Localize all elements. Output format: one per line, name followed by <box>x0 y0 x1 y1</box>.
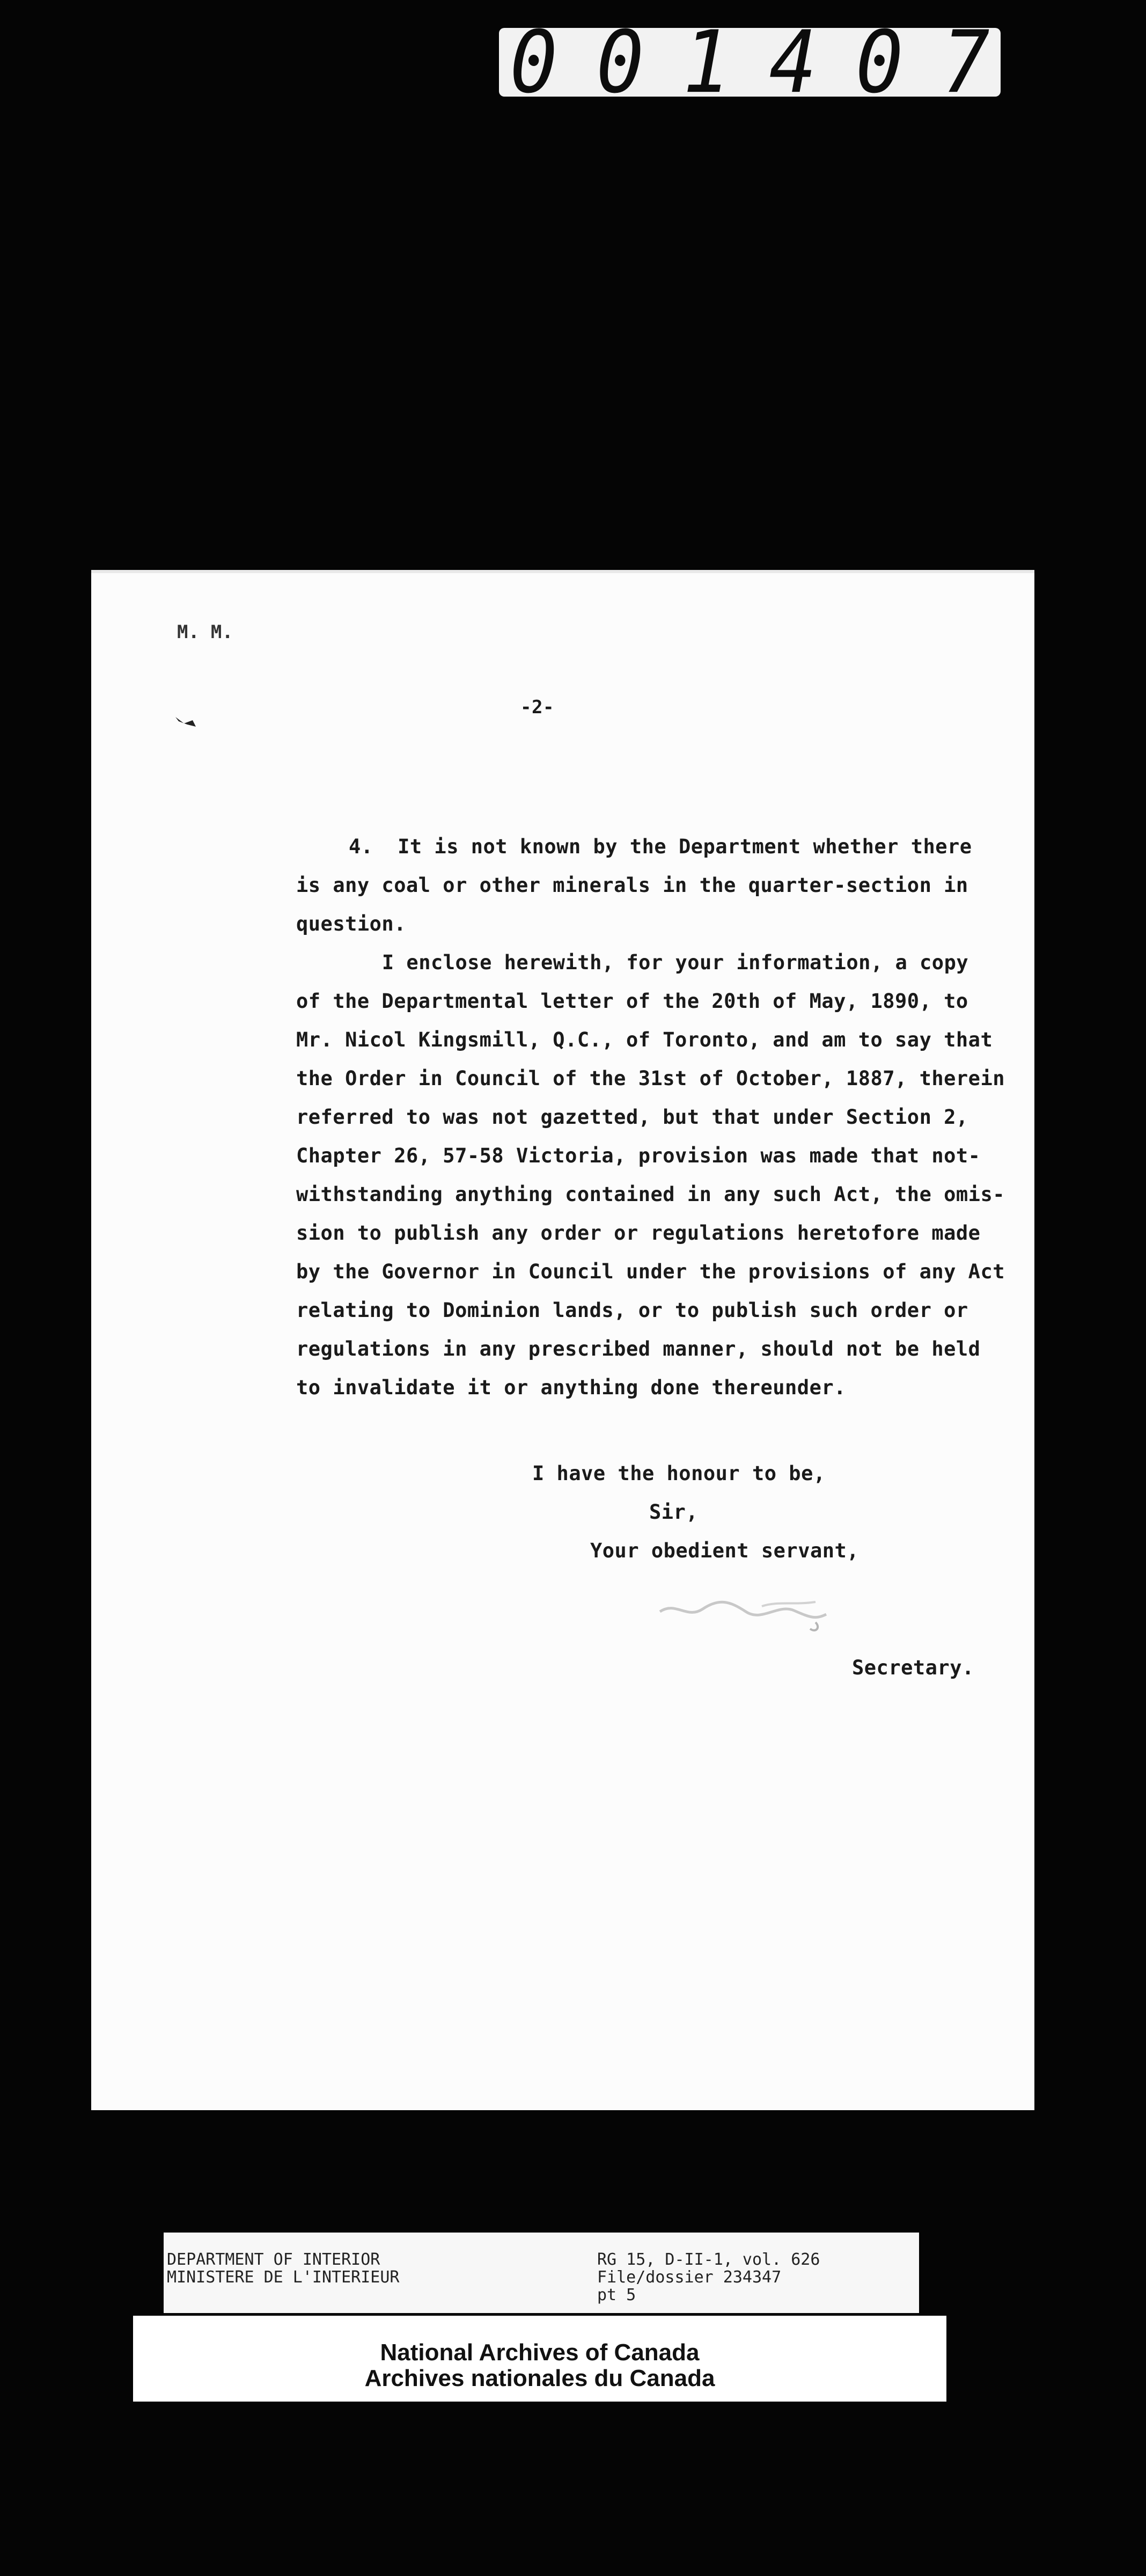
closing-line: I have the honour to be, <box>532 1462 826 1485</box>
body-line: sion to publish any order or regulations heretofore made <box>296 1221 981 1245</box>
archives-name-fr: Archives nationales du Canada <box>364 2365 715 2391</box>
faded-signature-icon <box>655 1590 832 1638</box>
reference-line: pt 5 <box>597 2286 636 2304</box>
body-line: withstanding anything contained in any such Act, the omis- <box>296 1183 1005 1206</box>
body-line: 4. It is not known by the Department whether there <box>349 835 972 858</box>
body-line: is any coal or other minerals in the quarter-section in <box>296 874 968 897</box>
body-line: to invalidate it or anything done thereunder. <box>296 1376 846 1399</box>
body-line: the Order in Council of the 31st of October, 1887, therein <box>296 1067 1005 1090</box>
signatory-title: Secretary. <box>852 1656 974 1679</box>
closing-line: Your obedient servant, <box>590 1539 860 1562</box>
department-fr: MINISTERE DE L'INTERIEUR <box>167 2268 400 2287</box>
page-number: -2- <box>520 697 554 718</box>
frame-number: 001407 <box>510 12 1029 112</box>
initials: M. M. <box>177 621 233 643</box>
body-line: by the Governor in Council under the provisions of any Act <box>296 1260 1005 1283</box>
ink-mark-icon <box>174 713 197 729</box>
body-line: Mr. Nicol Kingsmill, Q.C., of Toronto, and am to say that <box>296 1028 993 1051</box>
body-line: of the Departmental letter of the 20th of May, 1890, to <box>296 990 968 1013</box>
body-line: question. <box>296 912 406 935</box>
archives-label <box>133 2316 946 2402</box>
reference-strip <box>164 2233 919 2313</box>
body-line: Chapter 26, 57-58 Victoria, provision was made that not- <box>296 1144 981 1167</box>
letter-page <box>91 570 1034 2110</box>
body-line: referred to was not gazetted, but that under Section 2, <box>296 1106 968 1129</box>
reference-line: RG 15, D-II-1, vol. 626 <box>597 2250 820 2269</box>
body-line: relating to Dominion lands, or to publish such order or <box>296 1299 968 1322</box>
reference-line: File/dossier 234347 <box>597 2268 782 2287</box>
body-line: I enclose herewith, for your information, a copy <box>321 951 969 974</box>
department-en: DEPARTMENT OF INTERIOR <box>167 2250 380 2269</box>
frame-number-label <box>499 12 1029 112</box>
closing-salutation: Sir, <box>649 1501 699 1524</box>
body-line: regulations in any prescribed manner, should not be held <box>296 1337 981 1360</box>
archives-name-en: National Archives of Canada <box>380 2339 700 2366</box>
